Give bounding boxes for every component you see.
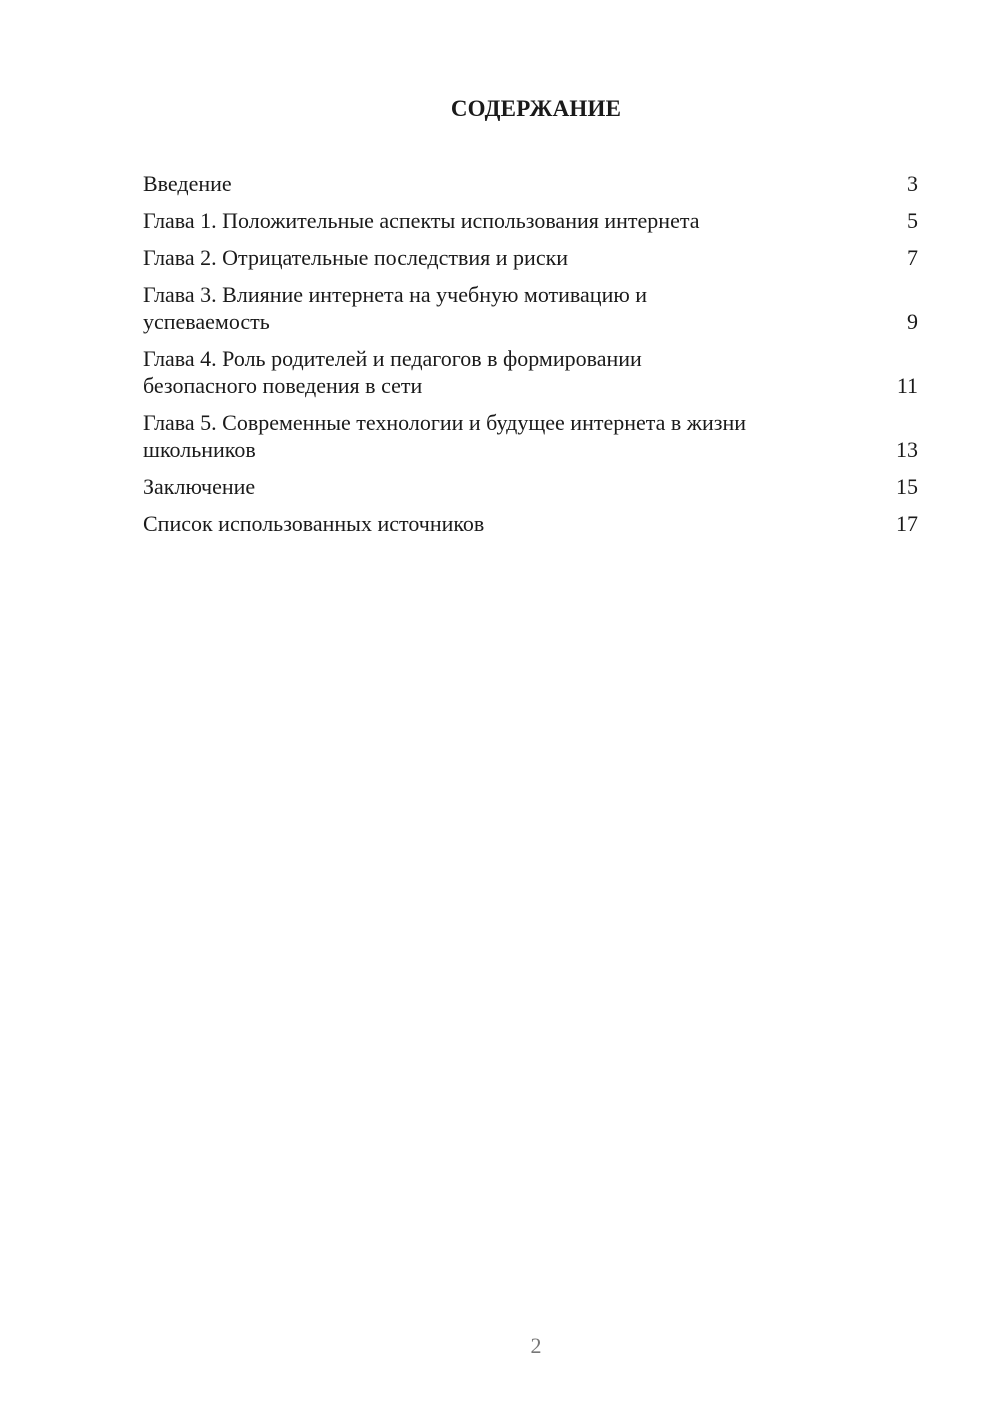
toc-entry-line: Список использованных источников xyxy=(143,511,485,536)
toc-entry-line: Введение xyxy=(143,171,232,196)
toc-entry-references xyxy=(143,510,918,537)
toc-entry-line: Глава 1. Положительные аспекты использования интернета xyxy=(143,208,700,233)
toc-entry-title xyxy=(143,281,888,335)
toc-entry-line: Глава 2. Отрицательные последствия и риски xyxy=(143,245,569,270)
toc-entry-line: Заключение xyxy=(143,474,256,499)
toc-entry-line: школьников xyxy=(143,437,256,462)
toc-entry-title xyxy=(143,473,888,500)
toc-entry-page: 17 xyxy=(896,511,918,536)
toc-entry-page: 3 xyxy=(907,171,918,196)
toc-entry-page: 11 xyxy=(896,373,918,398)
toc-entry-chapter-2 xyxy=(143,244,918,271)
toc-entry-title xyxy=(143,409,888,463)
toc-entry-conclusion xyxy=(143,473,918,500)
toc-entry-chapter-5 xyxy=(143,409,918,463)
toc-entry-page: 15 xyxy=(896,474,918,499)
table-of-contents xyxy=(143,170,918,547)
toc-entry-chapter-4 xyxy=(143,345,918,399)
toc-entry-title xyxy=(143,244,888,271)
toc-entry-line: Глава 4. Роль родителей и педагогов в формировании xyxy=(143,346,642,371)
toc-entry-title xyxy=(143,207,888,234)
page-title: СОДЕРЖАНИЕ xyxy=(450,96,622,121)
toc-entry-introduction xyxy=(143,170,918,197)
toc-entry-line: Глава 3. Влияние интернета на учебную мотивацию и xyxy=(143,282,648,307)
page-number: 2 xyxy=(530,1333,542,1358)
toc-entry-title xyxy=(143,510,888,537)
toc-entry-line: Глава 5. Современные технологии и будущее интернета в жизни xyxy=(143,410,747,435)
toc-entry-chapter-1 xyxy=(143,207,918,234)
toc-entry-chapter-3 xyxy=(143,281,918,335)
toc-entry-page: 13 xyxy=(896,437,918,462)
toc-entry-page: 7 xyxy=(907,245,918,270)
toc-entry-title xyxy=(143,345,888,399)
toc-entry-page: 5 xyxy=(907,208,918,233)
toc-entry-title xyxy=(143,170,888,197)
toc-entry-line: успеваемость xyxy=(143,309,270,334)
toc-entry-line: безопасного поведения в сети xyxy=(143,373,423,398)
toc-entry-page: 9 xyxy=(907,309,918,334)
